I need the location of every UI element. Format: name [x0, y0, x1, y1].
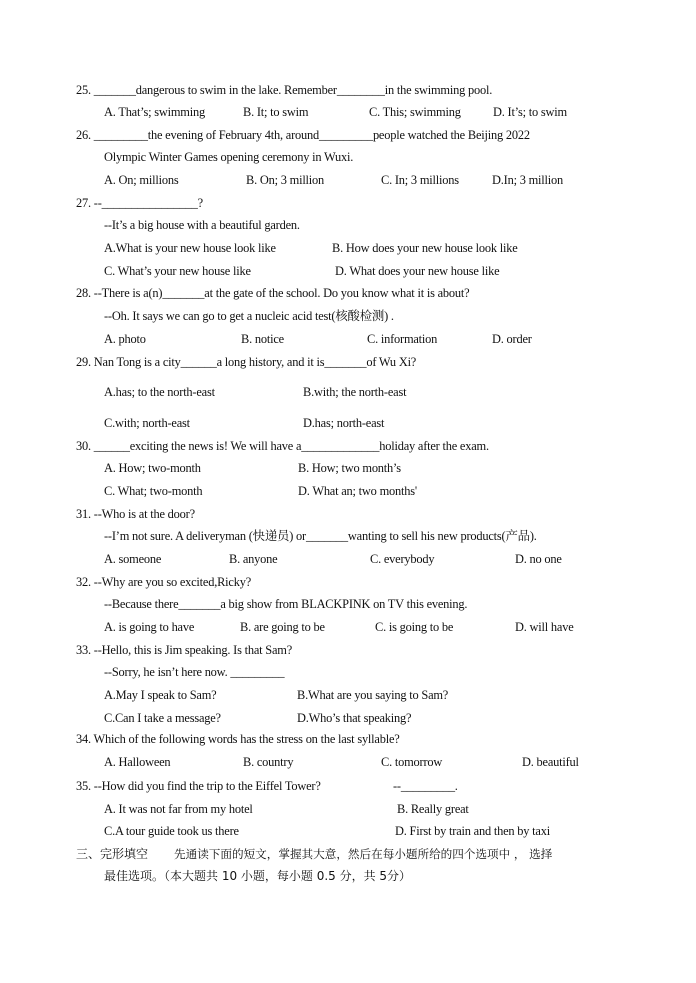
q33-option-c: C.Can I take a message?	[104, 711, 221, 725]
q29-stem: 29. Nan Tong is a city______a long history, and it is_______of Wu Xi?	[76, 355, 417, 369]
q32-option-c: C. is going to be	[375, 620, 454, 634]
q26-option-c: C. In; 3 millions	[381, 173, 459, 187]
q32-option-d: D. will have	[515, 620, 574, 634]
q30-option-c: C. What; two-month	[104, 484, 203, 498]
q32-stem: 32. --Why are you so excited,Ricky?	[76, 575, 252, 589]
q27-option-c: C. What’s your new house like	[104, 264, 251, 278]
q35-stem: 35. --How did you find the trip to the Eiffel Tower?	[76, 779, 321, 793]
q30-option-a: A. How; two-month	[104, 461, 201, 475]
q31-option-d: D. no one	[515, 552, 562, 566]
q29-option-c: C.with; north-east	[104, 416, 190, 430]
q31-stem: 31. --Who is at the door?	[76, 507, 195, 521]
q35-answer-blank: --_________.	[393, 779, 458, 793]
q32-option-b: B. are going to be	[240, 620, 325, 634]
q31-answer-line: --I’m not sure. A deliveryman (快递员) or_______wanting to sell his new products(产品).	[104, 529, 537, 543]
q33-option-a: A.May I speak to Sam?	[104, 688, 217, 702]
q31-option-a: A. someone	[104, 552, 162, 566]
q26-option-a: A. On; millions	[104, 173, 179, 187]
q35-option-b: B. Really great	[397, 802, 469, 816]
q28-option-b: B. notice	[241, 332, 284, 346]
q25-option-d: D. It’s; to swim	[493, 105, 567, 119]
q35-option-d: D. First by train and then by taxi	[395, 824, 550, 838]
q29-option-d: D.has; north-east	[303, 416, 385, 430]
q25-option-b: B. It; to swim	[243, 105, 309, 119]
q33-option-b: B.What are you saying to Sam?	[297, 688, 449, 702]
section-title: 三、完形填空	[76, 847, 149, 861]
q34-stem: 34. Which of the following words has the stress on the last syllable?	[76, 732, 400, 746]
q34-option-b: B. country	[243, 755, 294, 769]
section-instruction: 先通读下面的短文，掌握其大意，然后在每小题所给的四个选项中 ， 选择	[174, 847, 553, 861]
q27-option-d: D. What does your new house like	[335, 264, 500, 278]
q34-option-a: A. Halloween	[104, 755, 171, 769]
q27-option-a: A.What is your new house look like	[104, 241, 276, 255]
q33-answer-line: --Sorry, he isn’t here now. _________	[104, 665, 285, 679]
q31-option-c: C. everybody	[370, 552, 435, 566]
q28-option-a: A. photo	[104, 332, 146, 346]
q35-option-a: A. It was not far from my hotel	[104, 802, 253, 816]
q29-option-a: A.has; to the north-east	[104, 385, 215, 399]
q25-stem: 25. _______dangerous to swim in the lake. Remember________in the swimming pool.	[76, 83, 493, 97]
q28-option-d: D. order	[492, 332, 532, 346]
q32-option-a: A. is going to have	[104, 620, 195, 634]
q35-option-c: C.A tour guide took us there	[104, 824, 239, 838]
q33-option-d: D.Who’s that speaking?	[297, 711, 412, 725]
q25-option-a: A. That’s; swimming	[104, 105, 205, 119]
q27-stem: 27. --________________?	[76, 196, 203, 210]
q30-stem: 30. ______exciting the news is! We will have a_____________holiday after the exam.	[76, 439, 489, 453]
section-instruction-cont: 最佳选项。（本大题共 10 小题，每小题 0.5 分，共 5分）	[104, 869, 412, 883]
q30-option-d: D. What an; two months'	[298, 484, 417, 498]
q25-option-c: C. This; swimming	[369, 105, 461, 119]
q28-stem: 28. --There is a(n)_______at the gate of the school. Do you know what it is about?	[76, 286, 470, 300]
q29-option-b: B.with; the north-east	[303, 385, 407, 399]
q27-option-b: B. How does your new house look like	[332, 241, 518, 255]
q30-option-b: B. How; two month’s	[298, 461, 401, 475]
q26-option-b: B. On; 3 million	[246, 173, 325, 187]
q31-option-b: B. anyone	[229, 552, 278, 566]
q28-option-c: C. information	[367, 332, 438, 346]
q32-answer-line: --Because there_______a big show from BLACKPINK on TV this evening.	[104, 597, 468, 611]
q34-option-c: C. tomorrow	[381, 755, 443, 769]
q26-stem-cont: Olympic Winter Games opening ceremony in Wuxi.	[104, 150, 354, 164]
q28-answer-line: --Oh. It says we can go to get a nucleic acid test(核酸检测) .	[104, 309, 394, 323]
q34-option-d: D. beautiful	[522, 755, 579, 769]
q33-stem: 33. --Hello, this is Jim speaking. Is that Sam?	[76, 643, 293, 657]
q26-option-d: D.In; 3 million	[492, 173, 563, 187]
q27-answer-line: --It’s a big house with a beautiful garden.	[104, 218, 300, 232]
q26-stem: 26. _________the evening of February 4th, around_________people watched the Beijing 2022	[76, 128, 530, 142]
